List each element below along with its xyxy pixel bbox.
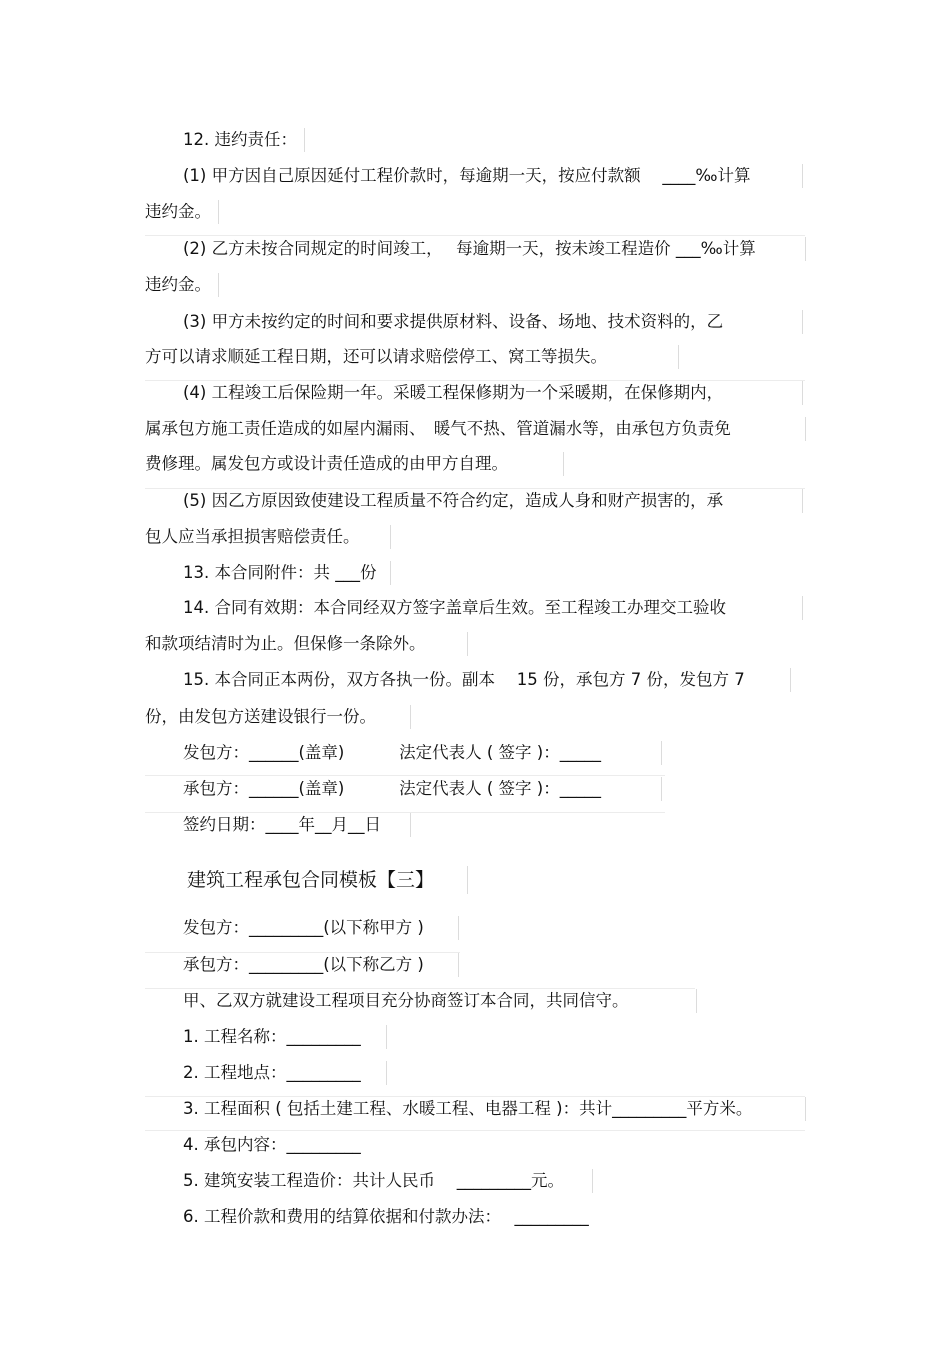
signature-employer: 发包方：______(盖章) 法定代表人 ( 签字 )：_____ [183, 743, 601, 762]
item-5-cost: 5. 建筑安装工程造价：共计人民币 _________元。 [183, 1171, 564, 1190]
scan-tick [218, 200, 219, 224]
scan-tick [458, 916, 459, 940]
clause-14-line-2: 和款项结清时为止。但保修一条除外。 [145, 634, 426, 653]
clause-12-5-line-2: 包人应当承担损害赔偿责任。 [145, 527, 360, 546]
scan-tick [410, 705, 411, 729]
clause-12-1-line-2: 违约金。 [145, 202, 211, 221]
item-6-payment: 6. 工程价款和费用的结算依据和付款办法： _________ [183, 1207, 589, 1226]
scan-tick [678, 345, 679, 369]
party-a: 发包方：_________(以下称甲方 ) [183, 918, 424, 937]
clause-14-line-1: 14. 合同有效期：本合同经双方签字盖章后生效。至工程竣工办理交工验收 [183, 598, 726, 617]
scan-line [145, 1130, 805, 1131]
clause-12-4-line-1: (4) 工程竣工后保险期一年。采暖工程保修期为一个采暖期，在保修期内， [183, 383, 724, 402]
scan-tick [592, 1169, 593, 1193]
scan-tick [661, 777, 662, 801]
section-heading: 建筑工程承包合同模板【三】 [187, 869, 435, 891]
clause-12-5-line-1: (5) 因乙方原因致使建设工程质量不符合约定，造成人身和财产损害的，承 [183, 491, 724, 510]
scan-tick [386, 1025, 387, 1049]
item-2-project-location: 2. 工程地点：_________ [183, 1063, 361, 1082]
item-1-project-name: 1. 工程名称：_________ [183, 1027, 361, 1046]
clause-12-1-line-1: (1) 甲方因自己原因延付工程价款时，每逾期一天，按应付款额 ____‰计算 [183, 166, 751, 185]
scan-tick [802, 164, 803, 188]
scan-tick [805, 417, 806, 441]
scan-tick [458, 953, 459, 977]
scan-tick [802, 596, 803, 620]
scan-tick [386, 1061, 387, 1085]
scan-tick [805, 237, 806, 261]
scan-tick [390, 561, 391, 585]
clause-12-3-line-2: 方可以请求顺延工程日期，还可以请求赔偿停工、窝工等损失。 [145, 347, 607, 366]
scan-tick [467, 632, 468, 656]
scan-tick [467, 866, 468, 894]
scan-tick [410, 813, 411, 837]
scan-tick [696, 989, 697, 1013]
clause-12-4-line-3: 费修理。属发包方或设计责任造成的由甲方自理。 [145, 454, 508, 473]
scan-line [145, 235, 805, 236]
party-b: 承包方：_________(以下称乙方 ) [183, 955, 424, 974]
scan-line [145, 775, 665, 776]
clause-12-3-line-1: (3) 甲方未按约定的时间和要求提供原材料、设备、场地、技术资料的，乙 [183, 312, 724, 331]
scan-tick [802, 489, 803, 513]
scan-tick [661, 741, 662, 765]
signing-date: 签约日期：____年__月__日 [183, 815, 381, 834]
item-3-project-area: 3. 工程面积 ( 包括土建工程、水暖工程、电器工程 )：共计_________平方米。 [183, 1099, 753, 1118]
clause-15-line-1: 15. 本合同正本两份，双方各执一份。副本 15 份，承包方 7 份，发包方 7 [183, 670, 745, 689]
scan-tick [218, 273, 219, 297]
signature-contractor: 承包方：______(盖章) 法定代表人 ( 签字 )：_____ [183, 779, 601, 798]
clause-12-title: 12. 违约责任： [183, 130, 297, 149]
clause-15-line-2: 份，由发包方送建设银行一份。 [145, 707, 376, 726]
scan-tick [563, 452, 564, 476]
item-4-scope: 4. 承包内容：_________ [183, 1135, 361, 1154]
clause-12-4-line-2: 属承包方施工责任造成的如屋内漏雨、 暖气不热、管道漏水等，由承包方负责免 [145, 419, 731, 438]
scan-tick [390, 525, 391, 549]
clause-13: 13. 本合同附件：共 ___份 [183, 563, 377, 582]
scan-tick [805, 1097, 806, 1121]
clause-12-2-line-2: 违约金。 [145, 275, 211, 294]
scan-tick [802, 381, 803, 405]
scan-tick [790, 668, 791, 692]
scan-tick [802, 310, 803, 334]
scan-tick [304, 128, 305, 152]
clause-12-2-line-1: (2) 乙方未按合同规定的时间竣工， 每逾期一天，按未竣工程造价 ___‰计算 [183, 239, 756, 258]
preamble: 甲、乙双方就建设工程项目充分协商签订本合同，共同信守。 [183, 991, 629, 1010]
